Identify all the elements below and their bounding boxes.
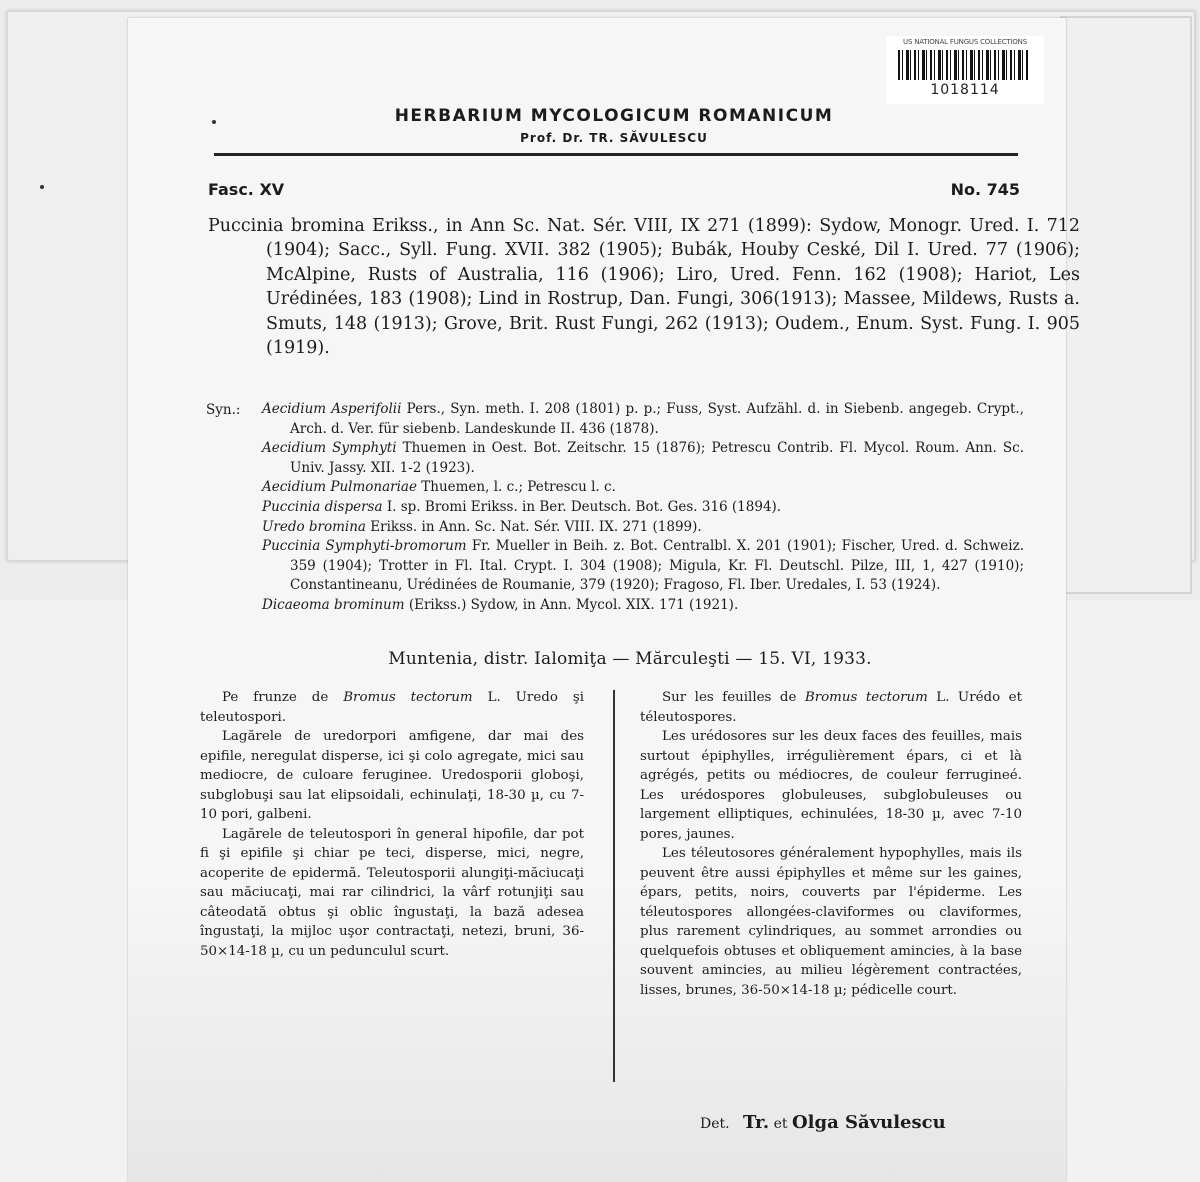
synonym-item (262, 439, 1024, 478)
french-description (640, 688, 1022, 1000)
synonym-text: Fr. Mueller in Beih. z. Bot. Centralbl. X. 201 (1901); Fischer, Ured. d. Schweiz. 359 (1904); Trotter in Fl. Ital. Crypt. I. 304 (1908); Migula, Kr. Fl. Deutschl. Pilze, III, 1, 427 (1910); Constantineanu, Urédinées de Roumanie, 379 (1920); Fragoso, Fl. Iber. Uredales, I. 53 (1924). (290, 538, 1024, 594)
synonyms-label: Syn.: (206, 402, 241, 418)
barcode-icon (898, 50, 1030, 80)
synonym-text: Thuemen in Oest. Bot. Zeitschr. 15 (1876); Petrescu Contrib. Fl. Mycol. Roum. Ann. Sc. Univ. Jassy. XII. 1-2 (1923). (290, 440, 1024, 476)
sheet-mark (212, 120, 216, 124)
host-line-ro (200, 688, 584, 727)
synonym-name: Puccinia Symphyti-bromorum (262, 538, 467, 555)
synonyms-list (262, 400, 1024, 616)
host-prefix-ro: Pe frunze de (222, 690, 329, 705)
synonym-text: Erikss. in Ann. Sc. Nat. Sér. VIII. IX. 271 (1899). (370, 518, 702, 535)
herbarium-subtitle: Prof. Dr. TR. SĂVULESCU (520, 131, 708, 145)
det-label: Det. (700, 1116, 730, 1132)
uredo-paragraph-ro: Lagărele de uredorpori amfigene, dar mai des epifile, neregulat disperse, ici şi colo agregate, mici sau mediocre, de culoare feruginee. Uredosporii globoşi, subglobuşi sau lat elipsoidali, echinulaţi, 18-30 µ, cu 7-10 pori, galbeni. (200, 729, 584, 822)
synonym-text: I. sp. Bromi Erikss. in Ber. Deutsch. Bot. Ges. 316 (1894). (386, 498, 782, 515)
barcode-label (886, 36, 1044, 104)
header-rule (214, 153, 1018, 156)
determiner-et: et (773, 1116, 788, 1132)
synonym-text: (Erikss.) Sydow, in Ann. Mycol. XIX. 171 (1921). (408, 596, 739, 613)
host-suffix-fr: L. Urédo et téleutospores. (640, 690, 1022, 725)
specimen-number: No. 745 (950, 180, 1020, 199)
synonym-name: Dicaeoma brominum (262, 596, 405, 613)
romanian-description (200, 688, 584, 961)
determiner-name-2: Olga Săvulescu (791, 1112, 946, 1133)
main-reference (208, 214, 1080, 360)
synonym-item (262, 537, 1024, 596)
host-name-fr: Bromus tectorum (804, 690, 928, 705)
teleuto-paragraph-fr: Les téleutosores généralement hypophylles, mais ils peuvent être aussi épiphylles et même sur les gaines, épars, petits, noirs, couverts par l'épiderme. Les téleutospores allongées-claviformes ou claviformes, plus rarement cylindriques, au sommet arrondies ou quelquefois obtuses et obliquement amincies, à la base souvent amincies, au milieu légèrement contractées, lisses, brunes, 36-50×14-18 µ; pédicelle court. (640, 846, 1022, 998)
taxon-citation: Erikss., in Ann Sc. Nat. Sér. VIII, IX 271 (1899): Sydow, Monogr. Ured. I. 712 (1904); Sacc., Syll. Fung. XVII. 382 (1905); Bubák, Houby Ceské, Dil I. Ured. 77 (1906); McAlpine, Rusts of Australia, 116 (1906); Liro, Ured. Fenn. 162 (1908); Hariot, Les Urédinées, 183 (1908); Lind in Rostrup, Dan. Fungi, 306(1913); Massee, Mildews, Rusts a. Smuts, 148 (1913); Grove, Brit. Rust Fungi, 262 (1913); Oudem., Enum. Syst. Fung. I. 905 (1919). (266, 216, 1080, 359)
barcode-caption: US NATIONAL FUNGUS COLLECTIONS (903, 38, 1027, 46)
synonym-item (262, 596, 1024, 616)
fascicle: Fasc. XV (208, 180, 285, 199)
synonym-item (262, 518, 1024, 538)
host-name-ro: Bromus tectorum (343, 690, 473, 705)
host-prefix-fr: Sur les feuilles de (662, 690, 797, 705)
folder-mark (40, 185, 44, 189)
synonym-name: Aecidium Asperifolii (262, 401, 402, 417)
uredo-paragraph-fr: Les urédosores sur les deux faces des feuilles, mais surtout épiphylles, irrégulièrement épars, ci et là agrégés, petits ou médiocres, de couleur ferrugineé. Les urédospores globuleuses, subglobuleuses ou largement elliptiques, echinulées, 18-30 µ, avec 7-10 pores, jaunes. (640, 729, 1022, 842)
host-suffix-ro: L. Uredo şi teleutospori. (200, 690, 584, 725)
synonym-item (262, 400, 1024, 439)
herbarium-title: HERBARIUM MYCOLOGICUM ROMANICUM (394, 106, 834, 126)
host-line-fr (640, 688, 1022, 727)
barcode-number: 1018114 (930, 82, 1000, 98)
synonym-text: Thuemen, l. c.; Petrescu l. c. (421, 479, 616, 496)
determiner-line (700, 1112, 1030, 1133)
synonym-name: Aecidium Pulmonariae (262, 479, 417, 496)
synonym-name: Uredo bromina (262, 518, 366, 535)
synonym-name: Aecidium Symphyti (262, 440, 397, 457)
column-divider (613, 690, 615, 1082)
synonym-name: Puccinia dispersa (262, 498, 383, 515)
locality-line: Muntenia, distr. Ialomiţa — Mărculeşti — 15. VI, 1933. (388, 649, 872, 669)
synonym-text: Pers., Syn. meth. I. 208 (1801) p. p.; Fuss, Syst. Aufzähl. d. in Siebenb. angegeb. Crypt., Arch. d. Ver. für siebenb. Landeskunde II. 436 (1878). (290, 401, 1024, 437)
determiner-name-1: Tr. (742, 1112, 770, 1133)
synonym-item (262, 498, 1024, 518)
teleuto-paragraph-ro: Lagărele de teleutospori în general hipofile, dar pot fi şi epifile şi chiar pe teci, disperse, mici, negre, acoperite de epidermă. Teleutosporii alungiţi-măciucaţi sau măciucaţi, mai rar cilindrici, la vârf rotunjiţi sau câteodată obtus şi oblic îngustaţi, la bază adesea îngustaţi, la mijloc uşor contractaţi, netezi, bruni, 36-50×14-18 µ, cu un pedunculul scurt. (200, 826, 584, 959)
taxon-name: Puccinia bromina (208, 216, 365, 236)
synonym-item (262, 478, 1024, 498)
